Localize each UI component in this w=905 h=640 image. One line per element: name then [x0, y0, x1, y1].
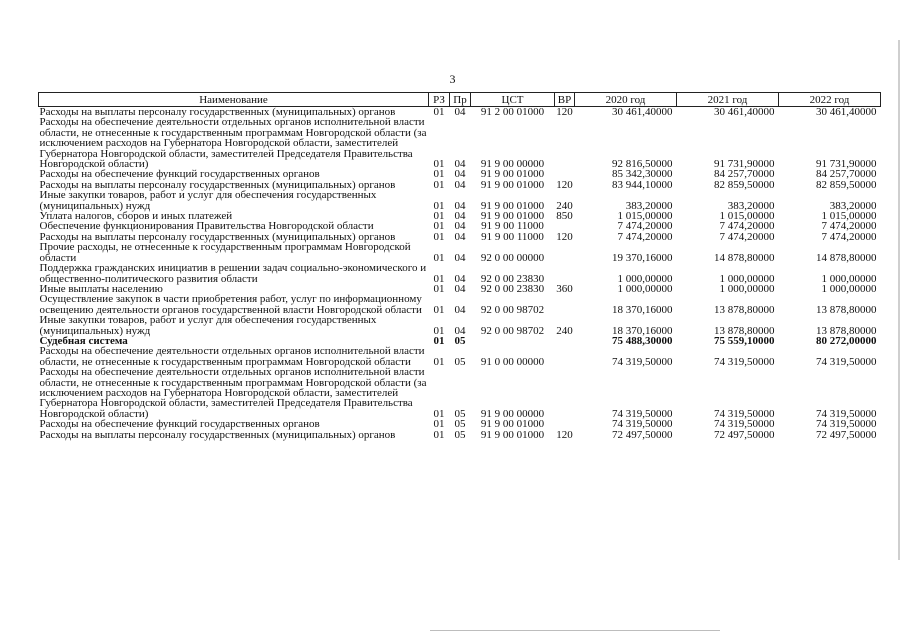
- row-name: Расходы на выплаты персоналу государственных (муниципальных) органов: [39, 178, 396, 191]
- table-row: [39, 117, 881, 169]
- row-name: Расходы на выплаты персоналу государственных (муниципальных) органов: [39, 230, 396, 243]
- row-vr: [555, 367, 575, 419]
- row-2021: 30 461,40000: [714, 106, 775, 118]
- table-row: [39, 242, 881, 263]
- row-rz: 01: [433, 355, 445, 368]
- table-row: [39, 430, 881, 440]
- row-2020: 83 944,10000: [612, 178, 673, 191]
- row-rz: 01: [433, 324, 445, 337]
- row-pr: 04: [454, 210, 466, 223]
- row-rz: 01: [433, 230, 445, 243]
- row-cst: 92 0 00 98702: [480, 303, 545, 316]
- row-2021: 1 000,00000: [719, 272, 775, 285]
- row-rz: 01: [433, 168, 445, 181]
- row-2020: 72 497,50000: [612, 428, 673, 441]
- row-name: Расходы на обеспечение функций государственных органов: [39, 418, 320, 431]
- row-2020: 1 015,00000: [617, 210, 673, 223]
- row-2022: 7 474,20000: [821, 220, 877, 233]
- row-2021: 74 319,50000: [714, 418, 775, 431]
- row-2020: 18 370,16000: [612, 303, 673, 316]
- row-cst: 91 9 00 00000: [480, 158, 545, 171]
- row-cst: 91 9 00 01000: [480, 199, 545, 212]
- row-cst: 91 9 00 01000: [480, 168, 545, 181]
- row-2021: 74 319,50000: [714, 355, 775, 368]
- row-name: Расходы на обеспечение деятельности отдельных органов исполнительной власти области, не отнесенные к государственным программам Новгородской области (за исключением расходов на Губернатора Новгородской области, заместителей Губернатора Новгородской области, заместителей Председателя Правительства Новгородской области): [39, 116, 427, 171]
- row-2022: 74 319,50000: [816, 407, 877, 420]
- row-2022: 84 257,70000: [816, 168, 877, 181]
- row-2020: 1 000,00000: [617, 272, 673, 285]
- row-2021: 1 015,00000: [719, 210, 775, 223]
- row-2022: 13 878,80000: [816, 303, 877, 316]
- row-cst: 91 0 00 00000: [480, 355, 545, 368]
- row-name: Расходы на выплаты персоналу государственных (муниципальных) органов: [39, 428, 396, 441]
- header-vr: ВР: [555, 93, 575, 107]
- row-2021: 74 319,50000: [714, 407, 775, 420]
- row-pr: 04: [454, 282, 466, 295]
- row-rz: 01: [433, 220, 445, 233]
- row-2020: 19 370,16000: [612, 251, 673, 264]
- row-2020: 92 816,50000: [612, 158, 673, 171]
- header-cst: ЦСТ: [471, 93, 555, 107]
- row-vr: [555, 346, 575, 367]
- row-2020: 74 319,50000: [612, 407, 673, 420]
- row-pr: 04: [454, 199, 466, 212]
- row-2022: 1 000,00000: [821, 272, 877, 285]
- row-name: Уплата налогов, сборов и иных платежей: [39, 210, 233, 223]
- row-name: Прочие расходы, не отнесенные к государственным программам Новгородской области: [39, 241, 411, 264]
- row-2020: 7 474,20000: [617, 230, 673, 243]
- row-pr: 05: [454, 334, 466, 347]
- row-vr: 120: [556, 428, 573, 441]
- row-2020: 74 319,50000: [612, 418, 673, 431]
- row-2020: 383,20000: [625, 199, 673, 212]
- table-row: [39, 367, 881, 419]
- row-rz: 01: [433, 428, 445, 441]
- table-header: [39, 93, 881, 107]
- row-2022: 74 319,50000: [816, 418, 877, 431]
- row-name: Расходы на обеспечение деятельности отдельных органов исполнительной власти области, не отнесенные к государственным программам Новгородской области (за исключением расходов на Губернатора Новгородской области, заместителей Губернатора Новгородской области, заместителей Председателя Правительства Новгородской области): [39, 366, 427, 420]
- row-name: Поддержка гражданских инициатив в решении задач социально-экономического и общественно-политического развития области: [39, 262, 427, 285]
- row-vr: 240: [556, 324, 573, 337]
- row-pr: 04: [454, 158, 466, 171]
- row-2021: 82 859,50000: [714, 178, 775, 191]
- row-rz: 01: [433, 282, 445, 295]
- row-pr: 05: [454, 355, 466, 368]
- table-row: [39, 315, 881, 336]
- row-vr: [555, 242, 575, 263]
- table-row: [39, 263, 881, 284]
- page-number: 3: [449, 72, 456, 86]
- table-row: [39, 294, 881, 315]
- header-pr: Пр: [450, 93, 471, 107]
- table-row: [39, 346, 881, 367]
- row-2022: 30 461,40000: [816, 106, 877, 118]
- row-vr: 240: [556, 199, 573, 212]
- row-cst: 91 9 00 11000: [481, 230, 544, 243]
- row-2022: 14 878,80000: [816, 251, 877, 264]
- row-vr: [555, 263, 575, 284]
- row-2021: 13 878,80000: [714, 324, 775, 337]
- row-cst: 92 0 00 23830: [480, 272, 545, 285]
- row-2022: 7 474,20000: [821, 230, 877, 243]
- row-pr: 04: [454, 230, 466, 243]
- row-pr: 04: [454, 178, 466, 191]
- row-2020: 74 319,50000: [612, 355, 673, 368]
- row-cst: 91 2 00 01000: [480, 106, 545, 118]
- row-cst: 91 9 00 00000: [480, 407, 545, 420]
- row-2020: 1 000,00000: [617, 282, 673, 295]
- row-pr: 04: [454, 272, 466, 285]
- budget-table: [38, 92, 881, 440]
- row-cst: 91 9 00 01000: [480, 428, 545, 441]
- row-rz: 01: [433, 210, 445, 223]
- row-pr: 04: [454, 106, 466, 118]
- row-pr: 05: [454, 428, 466, 441]
- row-2020: 75 488,30000: [612, 334, 673, 347]
- row-2020: 30 461,40000: [612, 106, 673, 118]
- row-vr: [555, 336, 575, 346]
- row-vr: 120: [556, 230, 573, 243]
- row-name: Расходы на обеспечение деятельности отдельных органов исполнительной власти области, не отнесенные к государственным программам Новгородской области: [39, 345, 425, 368]
- header-name: Наименование: [39, 93, 429, 107]
- header-rz: РЗ: [429, 93, 450, 107]
- row-2020: 7 474,20000: [617, 220, 673, 233]
- row-vr: 120: [556, 106, 573, 118]
- row-2022: 74 319,50000: [816, 355, 877, 368]
- row-cst: 91 9 00 11000: [481, 220, 544, 233]
- row-2022: 1 000,00000: [821, 282, 877, 295]
- row-pr: 04: [454, 220, 466, 233]
- row-2022: 80 272,00000: [816, 334, 877, 347]
- row-2021: 1 000,00000: [719, 282, 775, 295]
- row-name: Обеспечение функционирования Правительства Новгородской области: [39, 220, 374, 233]
- row-2021: 7 474,20000: [719, 220, 775, 233]
- row-rz: 01: [433, 334, 445, 347]
- row-2022: 1 015,00000: [821, 210, 877, 223]
- row-rz: 01: [433, 251, 445, 264]
- row-rz: 01: [433, 178, 445, 191]
- row-rz: 01: [433, 106, 445, 118]
- header-2022: 2022 год: [779, 93, 881, 107]
- row-pr: 05: [454, 418, 466, 431]
- row-rz: 01: [433, 418, 445, 431]
- row-2021: 72 497,50000: [714, 428, 775, 441]
- row-2021: 75 559,10000: [714, 334, 775, 347]
- row-cst: [471, 336, 555, 346]
- row-2022: 91 731,90000: [816, 158, 877, 171]
- header-2021: 2021 год: [677, 93, 779, 107]
- row-name: Иные выплаты населению: [39, 282, 163, 295]
- row-cst: 91 9 00 01000: [480, 210, 545, 223]
- row-vr: 850: [556, 210, 573, 223]
- scan-edge-mark: [898, 40, 900, 560]
- row-2021: 383,20000: [727, 199, 775, 212]
- header-2020: 2020 год: [575, 93, 677, 107]
- row-rz: 01: [433, 158, 445, 171]
- row-vr: [555, 294, 575, 315]
- row-2022: 82 859,50000: [816, 178, 877, 191]
- row-vr: 120: [556, 178, 573, 191]
- row-2021: 14 878,80000: [714, 251, 775, 264]
- row-2021: 13 878,80000: [714, 303, 775, 316]
- row-pr: 04: [454, 303, 466, 316]
- row-pr: 05: [454, 407, 466, 420]
- table-body: [39, 107, 881, 441]
- row-rz: 01: [433, 407, 445, 420]
- row-vr: 360: [556, 282, 573, 295]
- row-name: Расходы на обеспечение функций государственных органов: [39, 168, 320, 181]
- row-2022: 72 497,50000: [816, 428, 877, 441]
- row-cst: 91 9 00 01000: [480, 418, 545, 431]
- row-name: Иные закупки товаров, работ и услуг для обеспечения государственных (муниципальных) нужд: [39, 189, 377, 212]
- row-2022: 383,20000: [829, 199, 877, 212]
- row-2021: 91 731,90000: [714, 158, 775, 171]
- row-rz: 01: [433, 303, 445, 316]
- row-name: Иные закупки товаров, работ и услуг для обеспечения государственных (муниципальных) нужд: [39, 314, 377, 337]
- row-2020: 85 342,30000: [612, 168, 673, 181]
- row-pr: 04: [454, 168, 466, 181]
- row-pr: 04: [454, 251, 466, 264]
- scan-bottom-mark: [430, 630, 720, 631]
- row-name: Расходы на выплаты персоналу государственных (муниципальных) органов: [39, 106, 396, 118]
- row-2022: 13 878,80000: [816, 324, 877, 337]
- row-cst: 92 0 00 23830: [480, 282, 545, 295]
- row-vr: [555, 117, 575, 169]
- row-rz: 01: [433, 199, 445, 212]
- row-2021: 7 474,20000: [719, 230, 775, 243]
- row-name: Осуществление закупок в части приобретения работ, услуг по информационному освещению деятельности органов государственной власти Новгородской области: [39, 293, 422, 316]
- row-2021: 84 257,70000: [714, 168, 775, 181]
- row-cst: 92 0 00 00000: [480, 251, 545, 264]
- row-cst: 92 0 00 98702: [480, 324, 545, 337]
- row-cst: 91 9 00 01000: [480, 178, 545, 191]
- row-pr: 04: [454, 324, 466, 337]
- row-name: Судебная система: [39, 334, 128, 347]
- row-rz: 01: [433, 272, 445, 285]
- table-row: [39, 190, 881, 211]
- row-2020: 18 370,16000: [612, 324, 673, 337]
